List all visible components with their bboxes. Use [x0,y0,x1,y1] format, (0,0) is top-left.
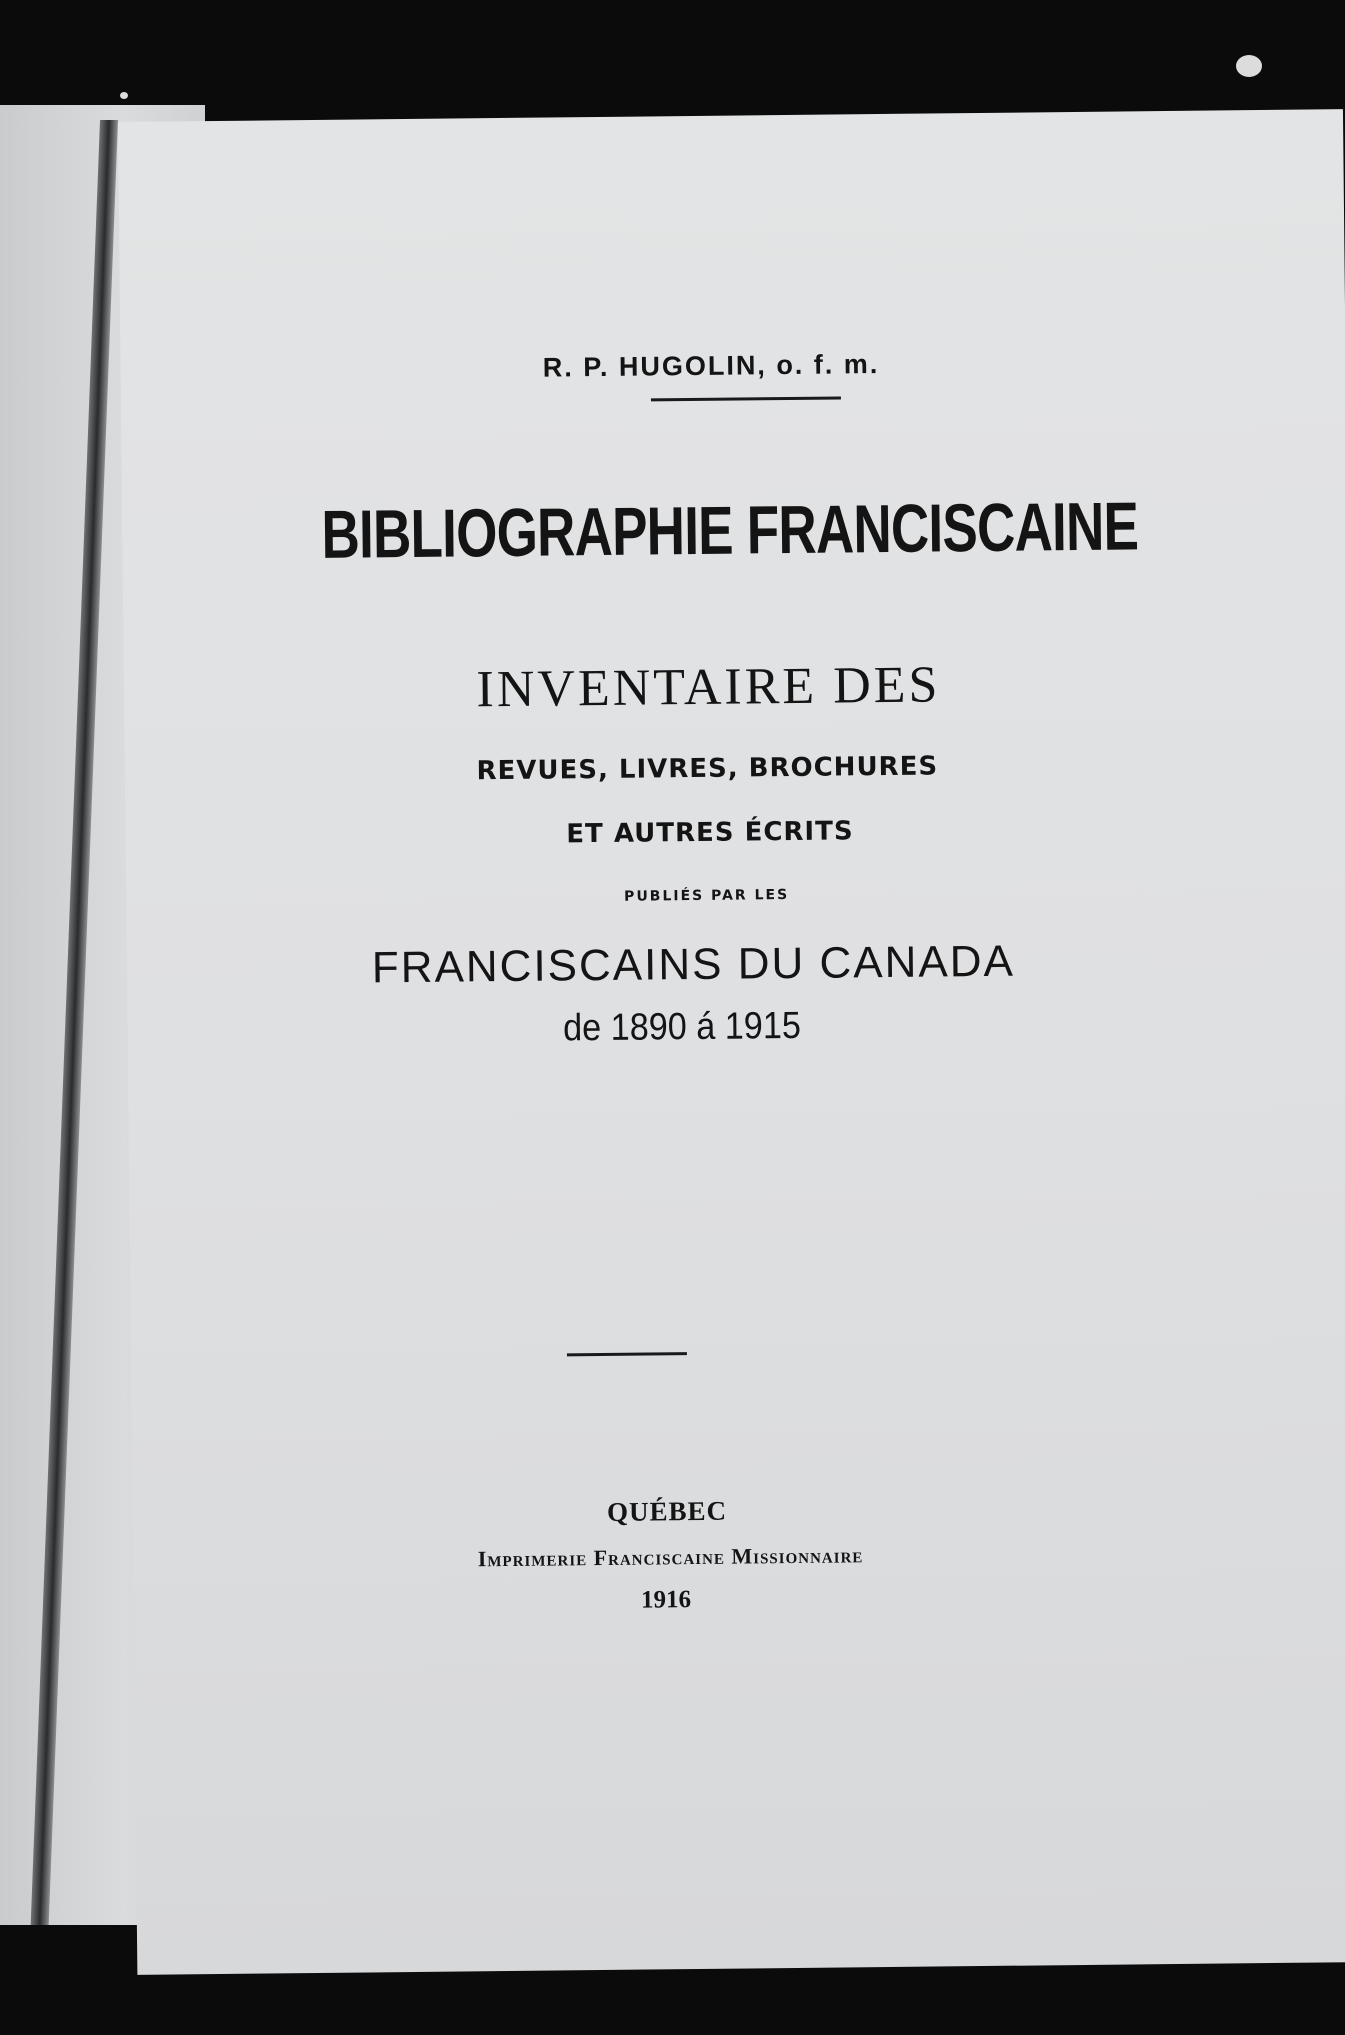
author-line: R. P. HUGOLIN, o. f. m. [542,349,880,383]
subtitle-line-2: ET AUTRES ÉCRITS [566,816,854,850]
dust-speck [120,92,128,99]
book-title: BIBLIOGRAPHIE FRANCISCAINE [321,488,1139,573]
imprint-publisher: Imprimerie Franciscaine Missionnaire [477,1542,864,1572]
date-range: de 1890 á 1915 [562,1004,802,1050]
title-page [118,109,1345,1975]
book-subtitle: INVENTAIRE DES [476,656,941,719]
imprint-year: 1916 [640,1586,692,1614]
subtitle-line-1: REVUES, LIVRES, BROCHURES [476,751,939,787]
franciscains-line: FRANCISCAINS DU CANADA [371,936,1016,993]
middle-rule-divider [567,1352,687,1356]
dust-speck [1236,55,1262,77]
author-rule-divider [651,396,841,401]
title-page-content [118,109,1345,1975]
imprint-city: QUÉBEC [606,1495,728,1527]
published-by-line: PUBLIÉS PAR LES [624,887,790,905]
